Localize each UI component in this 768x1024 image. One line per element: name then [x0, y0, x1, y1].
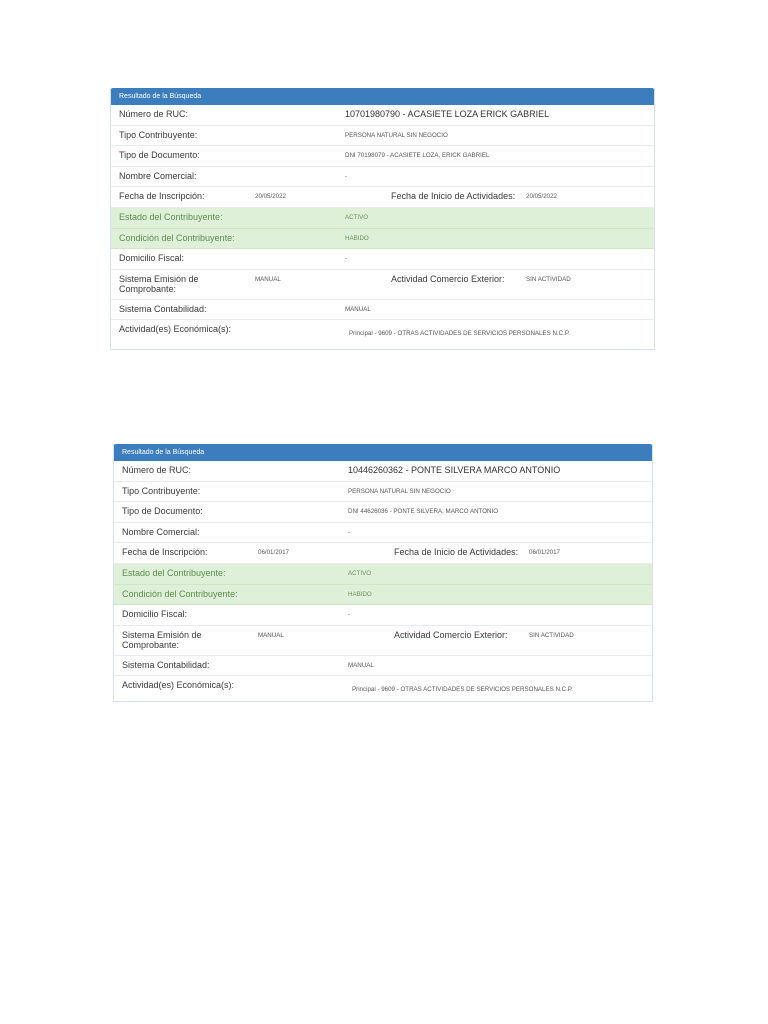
- value-estado: ACTIVO: [348, 569, 372, 577]
- value-sistema-contabilidad: MANUAL: [345, 305, 371, 313]
- row-nombre-comercial: [114, 523, 652, 544]
- value-tipo-documento: DNI 70198079 - ACASIETE LOZA, ERICK GABRIEL: [345, 152, 490, 160]
- row-ruc: [114, 461, 652, 482]
- ruc-result-panel-1: [110, 88, 655, 350]
- panel-header: Resultado de la Búsqueda: [111, 88, 654, 105]
- ruc-result-panel-2: [113, 444, 653, 702]
- label-domicilio: Domicilio Fiscal:: [119, 253, 185, 264]
- row-estado: [114, 564, 652, 585]
- value-fecha-inicio: 20/05/2022: [526, 193, 557, 201]
- value-tipo-contribuyente: PERSONA NATURAL SIN NEGOCIO: [348, 487, 451, 495]
- label-estado: Estado del Contribuyente:: [122, 567, 226, 578]
- value-tipo-documento: DNI 44626036 - PONTE SILVERA, MARCO ANTONIO: [348, 508, 499, 516]
- label-sistema-contabilidad: Sistema Contabilidad:: [119, 303, 207, 314]
- label-sistema-emision: Sistema Emisión de Comprobante:: [119, 273, 199, 294]
- row-sistema-contabilidad: [114, 656, 652, 677]
- value-ruc: 10446260362 - PONTE SILVERA MARCO ANTONIO: [348, 465, 561, 475]
- value-tipo-contribuyente: PERSONA NATURAL SIN NEGOCIO: [345, 131, 448, 139]
- value-ruc: 10701980790 - ACASIETE LOZA ERICK GABRIEL: [345, 109, 550, 119]
- label-domicilio: Domicilio Fiscal:: [122, 609, 188, 620]
- row-tipo-contribuyente: [111, 126, 654, 147]
- row-condicion: [111, 229, 654, 250]
- value-nombre-comercial: -: [345, 172, 348, 180]
- row-tipo-documento: [114, 502, 652, 523]
- label-condicion: Condición del Contribuyente:: [122, 588, 238, 599]
- row-nombre-comercial: [111, 167, 654, 188]
- row-tipo-contribuyente: [114, 482, 652, 503]
- value-domicilio: -: [345, 255, 348, 263]
- value-nombre-comercial: -: [348, 528, 351, 536]
- row-estado: [111, 208, 654, 229]
- label-tipo-documento: Tipo de Documento:: [122, 506, 203, 517]
- label-nombre-comercial: Nombre Comercial:: [119, 170, 197, 181]
- row-tipo-documento: [111, 146, 654, 167]
- value-actividad-economica: Principal - 9609 - OTRAS ACTIVIDADES DE SERVICIOS PERSONALES N.C.P.: [349, 330, 570, 338]
- label-tipo-contribuyente: Tipo Contribuyente:: [119, 129, 198, 140]
- row-fechas: [111, 187, 654, 208]
- label-fecha-inscripcion: Fecha de Inscripción:: [119, 191, 205, 202]
- label-estado: Estado del Contribuyente:: [119, 211, 223, 222]
- value-sistema-emision: MANUAL: [258, 631, 284, 639]
- label-ruc: Número de RUC:: [122, 465, 192, 475]
- value-estado: ACTIVO: [345, 213, 369, 221]
- row-actividad-economica: [114, 676, 652, 700]
- value-fecha-inscripcion: 20/05/2022: [255, 193, 286, 201]
- label-actividad-comercio: Actividad Comercio Exterior:: [391, 273, 505, 284]
- value-actividad-comercio: SIN ACTIVIDAD: [526, 275, 571, 283]
- label-tipo-contribuyente: Tipo Contribuyente:: [122, 485, 201, 496]
- label-actividad-comercio: Actividad Comercio Exterior:: [394, 629, 508, 640]
- label-sistema-emision: Sistema Emisión de Comprobante:: [122, 629, 202, 650]
- row-ruc: [111, 105, 654, 126]
- label-fecha-inicio: Fecha de Inicio de Actividades:: [391, 191, 516, 202]
- row-actividad-economica: [111, 320, 654, 344]
- row-domicilio: [114, 605, 652, 626]
- row-domicilio: [111, 249, 654, 270]
- value-fecha-inscripcion: 06/01/2017: [258, 549, 289, 557]
- label-actividad-economica: Actividad(es) Económica(s):: [122, 680, 235, 691]
- label-nombre-comercial: Nombre Comercial:: [122, 526, 200, 537]
- label-condicion: Condición del Contribuyente:: [119, 232, 235, 243]
- label-fecha-inicio: Fecha de Inicio de Actividades:: [394, 547, 519, 558]
- value-condicion: HABIDO: [345, 234, 369, 242]
- label-ruc: Número de RUC:: [119, 109, 189, 119]
- row-fechas: [114, 543, 652, 564]
- row-sistema-emision: [111, 270, 654, 300]
- panel-header: Resultado de la Búsqueda: [114, 444, 652, 461]
- value-domicilio: -: [348, 611, 351, 619]
- value-condicion: HABIDO: [348, 590, 372, 598]
- label-fecha-inscripcion: Fecha de Inscripción:: [122, 547, 208, 558]
- value-actividad-economica: Principal - 9609 - OTRAS ACTIVIDADES DE SERVICIOS PERSONALES N.C.P.: [352, 686, 573, 694]
- row-sistema-emision: [114, 626, 652, 656]
- value-actividad-comercio: SIN ACTIVIDAD: [529, 631, 574, 639]
- label-sistema-contabilidad: Sistema Contabilidad:: [122, 659, 210, 670]
- label-actividad-economica: Actividad(es) Económica(s):: [119, 324, 232, 335]
- value-fecha-inicio: 06/01/2017: [529, 549, 560, 557]
- value-sistema-emision: MANUAL: [255, 275, 281, 283]
- row-condicion: [114, 585, 652, 606]
- label-tipo-documento: Tipo de Documento:: [119, 150, 200, 161]
- row-sistema-contabilidad: [111, 300, 654, 321]
- value-sistema-contabilidad: MANUAL: [348, 661, 374, 669]
